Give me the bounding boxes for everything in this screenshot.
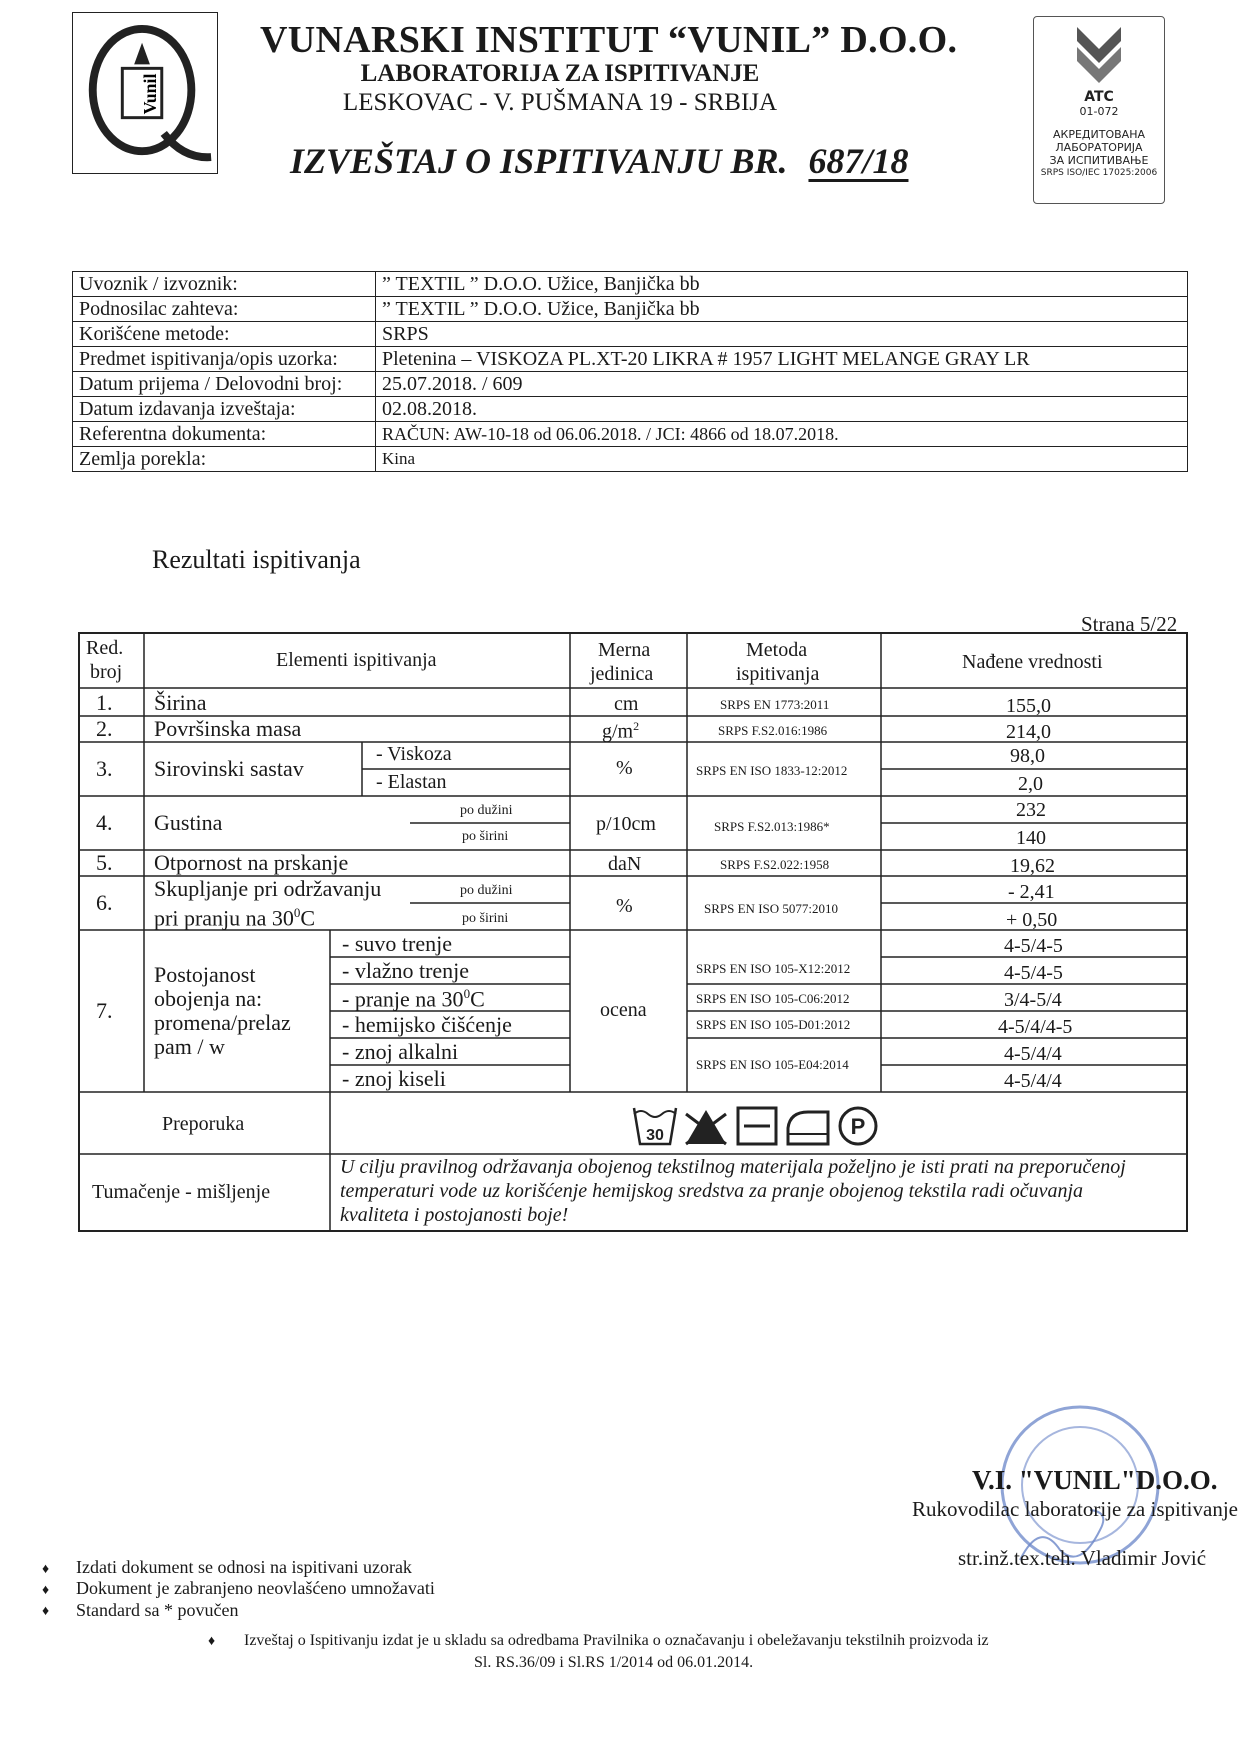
atc-line1: АКРЕДИТОВАНА [1053, 128, 1145, 141]
atc-logo-icon [1069, 23, 1129, 85]
row-number: 6. [96, 890, 113, 915]
row-number: 2. [96, 716, 113, 741]
unit-sup: 2 [633, 719, 640, 733]
element-name: Sirovinski sastav [154, 756, 304, 781]
method: SRPS EN ISO 105-C06:2012 [696, 991, 850, 1006]
element-name: promena/prelaz [154, 1010, 291, 1035]
logo-text: Vunil [139, 73, 160, 115]
value: 4-5/4/4 [1004, 1070, 1062, 1092]
opinion-text: temperaturi vode uz korišćenje hemijskog sredstva za pranje obojenog tekstila radi očuvanja [340, 1180, 1084, 1202]
element-name: Skupljanje pri održavanju [154, 876, 382, 901]
dryclean-letter: P [850, 1114, 866, 1139]
element-name-text: pri pranju na 30 [154, 905, 294, 931]
header-unit-1: Merna [598, 639, 651, 661]
bullet-icon: ♦ [42, 1604, 50, 1619]
signature-organization: V.I. "VUNIL"D.O.O. [972, 1465, 1218, 1495]
wash-30-icon [634, 1108, 676, 1144]
results-heading: Rezultati ispitivanja [152, 545, 361, 574]
header-no-2: broj [90, 661, 123, 683]
unit: % [616, 895, 633, 917]
row-number: 4. [96, 810, 113, 835]
info-key: Zemlja porekla: [73, 447, 376, 472]
element-name: obojenja na: [154, 986, 263, 1011]
value: 3/4-5/4 [1004, 989, 1062, 1011]
sample-info-table [72, 271, 1188, 472]
element-name: Širina [154, 690, 207, 715]
report-number: 687/18 [808, 141, 909, 181]
atc-line2: ЛАБОРАТОРИЈА [1055, 141, 1143, 154]
info-row [73, 397, 1188, 422]
element-name [154, 906, 315, 929]
value: 140 [1016, 827, 1046, 849]
info-key: Datum izdavanja izveštaja: [73, 397, 376, 422]
element-name: Gustina [154, 810, 223, 835]
value: - 2,41 [1008, 881, 1055, 903]
info-value: SRPS [376, 322, 1188, 347]
sub-element: - Elastan [376, 771, 447, 793]
recommendation-label: Preporuka [162, 1113, 245, 1135]
element-name: pam / w [154, 1034, 225, 1059]
signature-name: str.inž.tex.teh. Vladimir Jović [958, 1546, 1207, 1570]
wash-temp-text: 30 [646, 1127, 664, 1144]
bullet-icon: ♦ [42, 1583, 50, 1598]
header-elements: Elementi ispitivanja [276, 649, 437, 671]
info-row [73, 272, 1188, 297]
method: SRPS F.S2.016:1986 [718, 723, 828, 738]
row-number: 5. [96, 850, 113, 875]
legal-note: Izveštaj o Ispitivanju izdat je u skladu sa odredbama Pravilnika o označavanju i obeležavanju tekstilnih proizvoda iz [244, 1632, 989, 1649]
value: 98,0 [1010, 745, 1045, 767]
info-row [73, 422, 1188, 447]
accreditation-badge [1033, 16, 1165, 204]
sub-element: - vlažno trenje [342, 958, 470, 983]
unit: p/10cm [596, 813, 656, 835]
value: 19,62 [1010, 855, 1055, 877]
value: 2,0 [1018, 773, 1043, 795]
atc-code: ATC [1084, 89, 1114, 105]
bullet-icon: ♦ [42, 1562, 50, 1577]
degree-sup: 0 [463, 986, 471, 1001]
note-item: Standard sa * povučen [76, 1600, 239, 1620]
no-bleach-icon [686, 1110, 726, 1144]
note-item: Izdati dokument se odnosi na ispitivani uzorak [76, 1557, 412, 1577]
sub-element: - suvo trenje [342, 931, 452, 956]
info-key: Uvoznik / izvoznik: [73, 272, 376, 297]
header-method-2: ispitivanja [736, 663, 820, 685]
header-no-1: Red. [86, 637, 124, 659]
note-item: Dokument je zabranjeno neovlašćeno umnožavati [76, 1578, 435, 1598]
report-prefix: IZVEŠTAJ O ISPITIVANJU BR. [290, 141, 788, 181]
element-name-unit: C [300, 905, 316, 931]
info-value: Pletenina – VISKOZA PL.XT-20 LIKRA # 1957 LIGHT MELANGE GRAY LR [376, 347, 1188, 372]
element-name: Otpornost na prskanje [154, 850, 349, 875]
opinion-label: Tumačenje - mišljenje [92, 1181, 271, 1203]
care-symbols [630, 1104, 890, 1148]
info-value: ” TEXTIL ” D.O.O. Užice, Banjička bb [376, 272, 1188, 297]
unit: cm [614, 693, 639, 715]
value: 232 [1016, 799, 1046, 821]
info-key: Datum prijema / Delovodni broj: [73, 372, 376, 397]
method: SRPS EN 1773:2011 [720, 697, 830, 712]
opinion-text: U cilju pravilnog održavanja obojenog tekstilnog materijala poželjno je isti prati na preporučenoj [340, 1156, 1126, 1178]
value: 4-5/4-5 [1004, 962, 1063, 984]
sub-element: po širini [462, 911, 509, 926]
row-number: 1. [96, 690, 113, 715]
info-key: Korišćene metode: [73, 322, 376, 347]
value: 214,0 [1006, 721, 1051, 743]
unit [602, 720, 639, 742]
value: + 0,50 [1006, 909, 1058, 931]
sub-element: - Viskoza [376, 743, 452, 765]
atc-number: 01-072 [1079, 105, 1119, 118]
info-value: Kina [376, 447, 1188, 472]
value: 4-5/4-5 [1004, 935, 1063, 957]
sub-element-text: - pranje na 30 [342, 986, 464, 1012]
sub-element: po dužini [460, 803, 513, 818]
element-name: Površinska masa [154, 716, 302, 741]
row-number: 7. [96, 998, 113, 1023]
results-table [78, 632, 1188, 1232]
method: SRPS EN ISO 1833-12:2012 [696, 763, 848, 778]
page-number: Strana 5/22 [1081, 612, 1178, 636]
institute-logo [72, 12, 218, 174]
value: 4-5/4/4 [1004, 1043, 1062, 1065]
sub-element [342, 987, 485, 1010]
info-row [73, 372, 1188, 397]
report-title [290, 140, 920, 182]
info-row [73, 322, 1188, 347]
info-row [73, 447, 1188, 472]
signature-role: Rukovodilac laboratorije za ispitivanje [912, 1497, 1238, 1521]
header-values: Nađene vrednosti [962, 651, 1103, 673]
header-unit-2: jedinica [590, 663, 654, 685]
unit: ocena [600, 999, 647, 1021]
dry-flat-icon [738, 1108, 776, 1144]
sub-element: - znoj alkalni [342, 1039, 459, 1064]
institute-address: LESKOVAC - V. PUŠMANA 19 - SRBIJA [342, 89, 778, 116]
unit-text: g/m [602, 720, 634, 743]
legal-note: Sl. RS.36/09 i Sl.RS 1/2014 od 06.01.2014. [474, 1654, 754, 1671]
sub-element: po dužini [460, 883, 513, 898]
element-name: Postojanost [154, 962, 256, 987]
method: SRPS F.S2.022:1958 [720, 857, 830, 872]
sub-element: - hemijsko čišćenje [342, 1012, 512, 1037]
info-row [73, 347, 1188, 372]
info-value: RAČUN: AW-10-18 od 06.06.2018. / JCI: 4866 od 18.07.2018. [376, 422, 1188, 447]
info-value: 02.08.2018. [376, 397, 1188, 422]
atc-line3: ЗА ИСПИТИВАЊЕ [1049, 154, 1149, 167]
method: SRPS EN ISO 105-X12:2012 [696, 961, 851, 976]
value: 4-5/4/4-5 [998, 1016, 1073, 1038]
info-key: Podnosilac zahteva: [73, 297, 376, 322]
bullet-icon: ♦ [208, 1634, 216, 1649]
institute-name: VUNARSKI INSTITUT “VUNIL” D.O.O. [260, 19, 958, 61]
info-value: ” TEXTIL ” D.O.O. Užice, Banjička bb [376, 297, 1188, 322]
iron-low-icon [788, 1112, 828, 1144]
sub-element-unit: C [470, 986, 485, 1012]
atc-standard: SRPS ISO/IEC 17025:2006 [1040, 168, 1158, 178]
info-key: Predmet ispitivanja/opis uzorka: [73, 347, 376, 372]
method: SRPS EN ISO 105-D01:2012 [696, 1017, 851, 1032]
method: SRPS EN ISO 105-E04:2014 [696, 1057, 849, 1072]
dry-clean-p-icon [840, 1108, 876, 1144]
degree-sup: 0 [293, 905, 301, 920]
header-method-1: Metoda [746, 639, 808, 661]
value: 155,0 [1006, 695, 1051, 717]
sub-element: po širini [462, 829, 509, 844]
laboratory-name: LABORATORIJA ZA ISPITIVANJE [360, 60, 760, 87]
opinion-text: kvaliteta i postojanosti boje! [340, 1204, 569, 1226]
info-row [73, 297, 1188, 322]
row-number: 3. [96, 756, 113, 781]
info-key: Referentna dokumenta: [73, 422, 376, 447]
method: SRPS EN ISO 5077:2010 [704, 901, 838, 916]
info-value: 25.07.2018. / 609 [376, 372, 1188, 397]
method: SRPS F.S2.013:1986* [714, 819, 830, 834]
unit: % [616, 757, 633, 779]
unit: daN [608, 853, 642, 875]
sub-element: - znoj kiseli [342, 1066, 446, 1091]
